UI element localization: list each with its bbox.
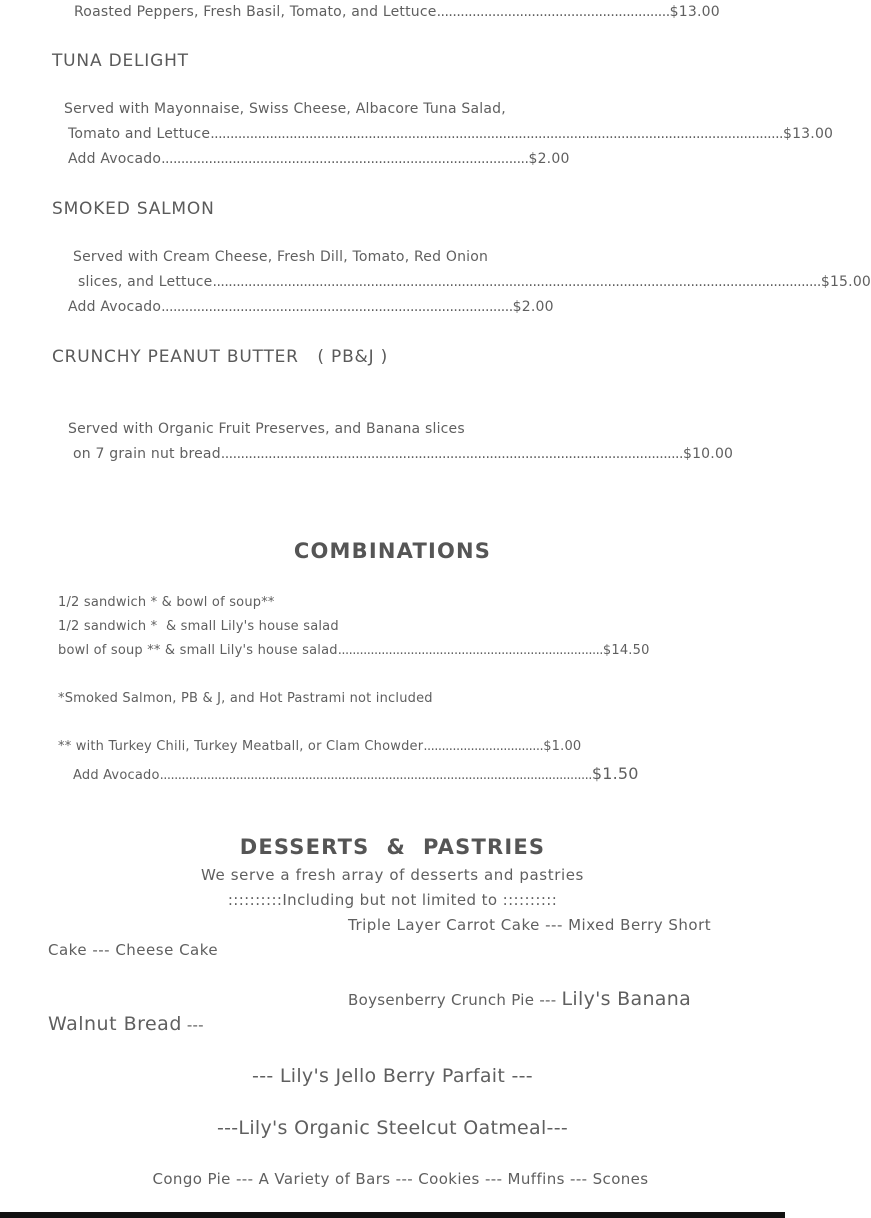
- menu-item-line: [74, 4, 720, 20]
- featured-oatmeal: ---Lily's Organic Steelcut Oatmeal---: [216, 1117, 569, 1139]
- dessert-list-line: Triple Layer Carrot Cake --- Mixed Berry Short: [348, 916, 712, 934]
- addon-price: $2.00: [512, 299, 554, 315]
- menu-item-line: [73, 446, 733, 462]
- item-description: Served with Cream Cheese, Fresh Dill, Tomato, Red Onion: [73, 249, 489, 265]
- menu-item-line: [68, 151, 570, 167]
- leader-dots: ...........................................................: [436, 4, 670, 20]
- dessert-item: Boysenberry Crunch Pie ---: [348, 991, 562, 1009]
- other-pastries: Congo Pie --- A Variety of Bars --- Cookies --- Muffins --- Scones: [152, 1170, 649, 1188]
- leader-dots: .........................................................................................: [161, 299, 513, 315]
- item-description: ** with Turkey Chili, Turkey Meatball, or Clam Chowder: [58, 739, 424, 754]
- menu-item-title: TUNA DELIGHT: [52, 51, 189, 71]
- desserts-intro-subline: ::::::::::Including but not limited to ::::::::::: [227, 891, 558, 909]
- exclusion-note: *Smoked Salmon, PB & J, and Hot Pastrami not included: [58, 691, 433, 706]
- combo-item: 1/2 sandwich * & bowl of soup**: [58, 595, 275, 610]
- menu-item-line: [78, 274, 871, 290]
- addon-price: $2.00: [528, 151, 570, 167]
- addon-label: Add Avocado: [73, 768, 160, 783]
- item-description: bowl of soup ** & small Lily's house salad: [58, 643, 338, 658]
- featured-parfait: --- Lily's Jello Berry Parfait ---: [252, 1065, 533, 1087]
- item-price: $10.00: [682, 446, 734, 462]
- section-title-desserts: DESSERTS & PASTRIES: [239, 835, 546, 859]
- separator: ---: [181, 1016, 204, 1034]
- addon-label: Add Avocado: [68, 151, 162, 167]
- desserts-intro: We serve a fresh array of desserts and pastries: [201, 866, 584, 884]
- item-price: $14.50: [602, 643, 650, 658]
- leader-dots: .................................: [423, 739, 544, 754]
- dessert-item-featured: Walnut Bread: [48, 1013, 182, 1035]
- item-price: $1.00: [543, 739, 582, 754]
- leader-dots: .............................................................................................: [161, 151, 529, 167]
- dessert-list-line: [48, 1013, 204, 1035]
- menu-item-title: CRUNCHY PEANUT BUTTER ( PB&J ): [52, 347, 389, 367]
- leader-dots: .....................................................................................................................: [220, 446, 683, 462]
- addon-line: [73, 764, 639, 783]
- leader-dots: .........................................................................: [337, 643, 603, 658]
- menu-item-title: SMOKED SALMON: [52, 199, 215, 219]
- bottom-border-rule: [0, 1212, 785, 1218]
- combo-item: [58, 643, 650, 658]
- dessert-list-line: Cake --- Cheese Cake: [48, 941, 219, 959]
- dessert-item-featured: Lily's Banana: [561, 988, 692, 1010]
- soup-option-line: [58, 739, 581, 754]
- menu-item-line: [68, 126, 833, 142]
- leader-dots: ..........................................................................................................................................................: [212, 274, 821, 290]
- item-description: Served with Organic Fruit Preserves, and Banana slices: [68, 421, 465, 437]
- item-price: $13.00: [669, 4, 720, 20]
- addon-price: $1.50: [591, 764, 639, 783]
- section-title-combinations: COMBINATIONS: [293, 539, 492, 563]
- dessert-list-line: [348, 988, 691, 1010]
- item-description: Roasted Peppers, Fresh Basil, Tomato, and Lettuce: [74, 4, 437, 20]
- leader-dots: .................................................................................................................................................: [210, 126, 783, 142]
- combo-item: 1/2 sandwich * & small Lily's house salad: [58, 619, 339, 634]
- item-description: Tomato and Lettuce: [68, 126, 211, 142]
- item-description: on 7 grain nut bread: [73, 446, 221, 462]
- menu-item-line: [68, 299, 554, 315]
- addon-label: Add Avocado: [68, 299, 162, 315]
- item-price: $15.00: [820, 274, 871, 290]
- item-description: slices, and Lettuce: [78, 274, 213, 290]
- leader-dots: .......................................................................................................................: [159, 768, 592, 783]
- item-description: Served with Mayonnaise, Swiss Cheese, Albacore Tuna Salad,: [64, 101, 506, 117]
- item-price: $13.00: [782, 126, 834, 142]
